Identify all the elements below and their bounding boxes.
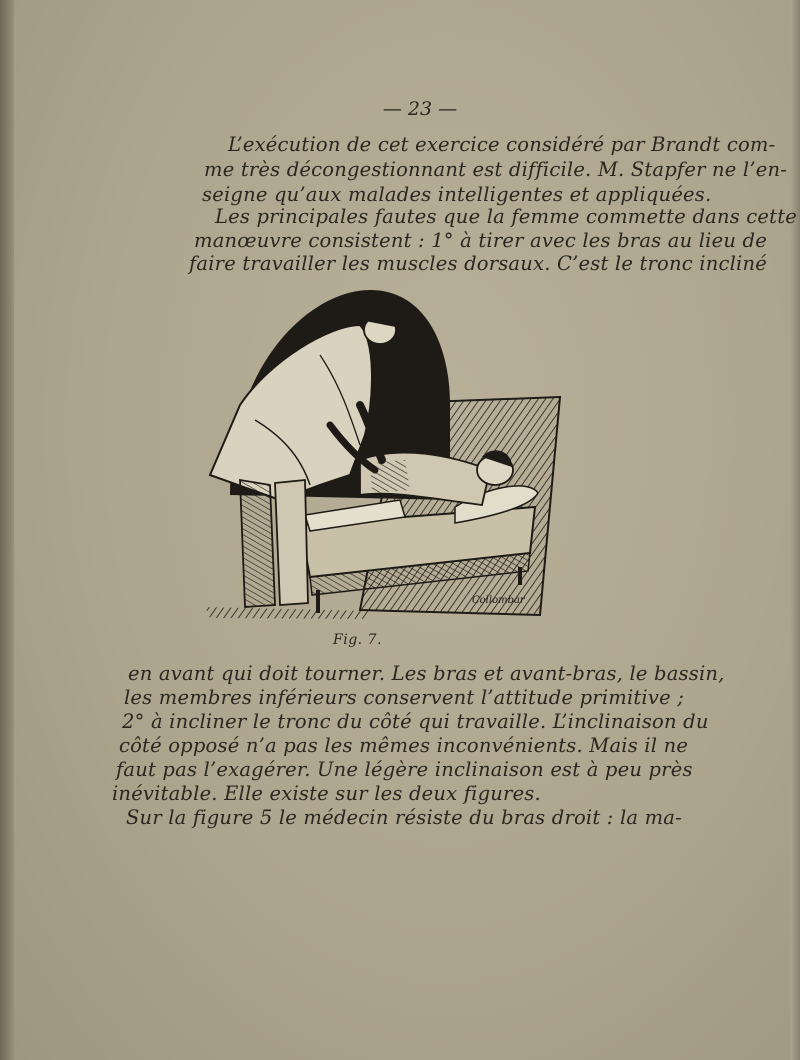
text-line: les membres inférieurs conservent l’attitude primitive ;	[124, 686, 684, 709]
text-line: L’exécution de cet exercice considéré par Brandt com-	[228, 133, 776, 156]
figure-illustration	[200, 285, 570, 625]
text-line: faut pas l’exagérer. Une légère inclinaison est à peu près	[116, 758, 693, 781]
engraving-doctor-and-patient	[200, 285, 570, 625]
figure-caption: Fig. 7.	[333, 632, 382, 648]
text-line: côté opposé n’a pas les mêmes inconvénients. Mais il ne	[119, 734, 689, 757]
text-line: inévitable. Elle existe sur les deux figures.	[112, 782, 541, 805]
page-edge-right	[790, 0, 800, 1060]
text-line: 2° à incliner le tronc du côté qui travaille. L’inclinaison du	[122, 710, 709, 733]
text-line: me très décongestionnant est difficile. M. Stapfer ne l’en-	[204, 158, 788, 181]
artist-signature: Collombar	[472, 595, 525, 606]
text-line: Sur la figure 5 le médecin résiste du bras droit : la ma-	[126, 806, 682, 829]
page-number: — 23 —	[382, 98, 458, 120]
text-line: faire travailler les muscles dorsaux. C’est le tronc incliné	[189, 252, 767, 275]
text-line: seigne qu’aux malades intelligentes et appliquées.	[202, 183, 712, 206]
text-line: Les principales fautes que la femme commette dans cette	[215, 205, 797, 228]
text-line: manœuvre consistent : 1° à tirer avec les bras au lieu de	[194, 229, 767, 252]
text-line: en avant qui doit tourner. Les bras et avant-bras, le bassin,	[128, 662, 725, 685]
